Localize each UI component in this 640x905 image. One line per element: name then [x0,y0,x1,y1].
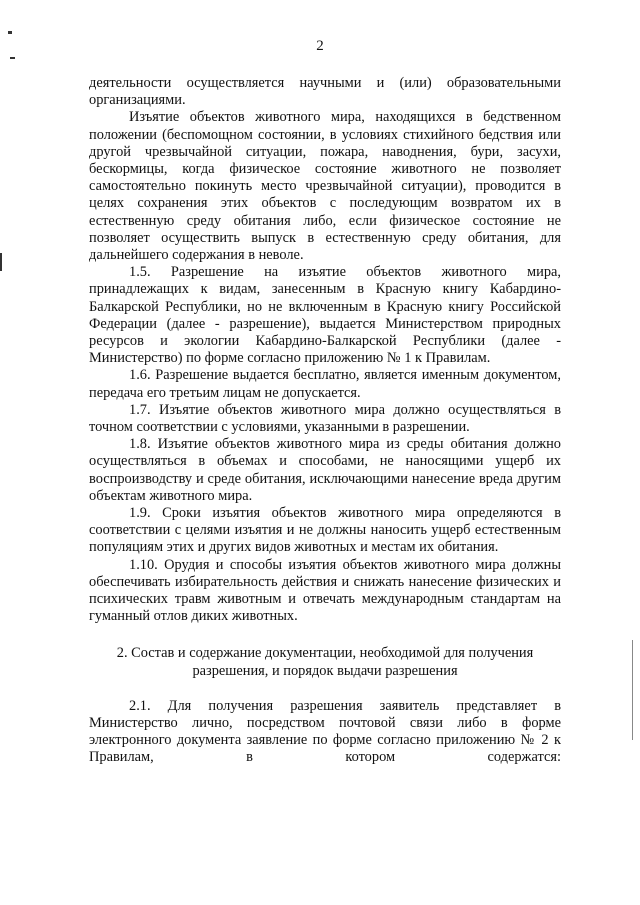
section-heading [89,644,561,680]
section-heading-line: разрешения, и порядок выдачи разрешения [192,662,458,679]
scan-mark [632,640,633,740]
paragraph: 2.1. Для получения разрешения заявитель представляет в Министерство лично, посредством почтовой связи либо в форме электронного документа заявление по форме согласно приложению № 2 к Правилам, в котором содержатся: [89,697,561,766]
page-number: 2 [316,38,324,54]
scan-mark [0,253,2,271]
scan-mark [10,57,15,59]
paragraph: 1.7. Изъятие объектов животного мира должно осуществляться в точном соответствии с условиями, указанными в разрешении. [89,401,561,436]
document-body [89,75,561,766]
section-heading-line: 2. Состав и содержание документации, необходимой для получения [116,644,534,661]
paragraph: 1.5. Разрешение на изъятие объектов животного мира, принадлежащих к видам, занесенным в Красную книгу Кабардино-Балкарской Республики, но не включенным в Красную книгу Российской Федерации (далее - разрешение), выдается Министерством природных ресурсов и экологии Кабардино-Балкарской Республики (далее - Министерство) по форме согласно приложению № 1 к Правилам. [89,264,561,367]
scan-mark [8,31,12,34]
paragraph: 1.6. Разрешение выдается бесплатно, является именным документом, передача его третьим лицам не допускается. [89,367,561,401]
paragraph: Изъятие объектов животного мира, находящихся в бедственном положении (беспомощном состоянии, в условиях стихийного бедствия или другой чрезвычайной ситуации, пожара, наводнения, бури, засухи, бескормицы, когда физическое состояние животного не позволяет самостоятельно покинуть место чрезвычайной ситуации), проводится в целях сохранения этих объектов с последующим возвратом их в естественную среду обитания либо, если физическое состояние не позволяет осуществить выпуск в естественную среду обитания, для дальнейшего содержания в неволе. [89,109,561,264]
paragraph: 1.9. Сроки изъятия объектов животного мира определяются в соответствии с целями изъятия и не должны наносить ущерб естественным популяциям этих и других видов животных и местам их обитания. [89,505,561,556]
paragraph: 1.10. Орудия и способы изъятия объектов животного мира должны обеспечивать избирательность действия и снижать нанесение физических и психических травм животным и отвечать международным стандартам на гуманный отлов диких животных. [89,556,561,625]
paragraph: деятельности осуществляется научными и (или) образовательными организациями. [89,75,561,109]
paragraph: 1.8. Изъятие объектов животного мира из среды обитания должно осуществляться в объемах и способами, не наносящими ущерб их воспроизводству и среде обитания, исключающими нанесение вреда другим объектам животного мира. [89,436,561,504]
